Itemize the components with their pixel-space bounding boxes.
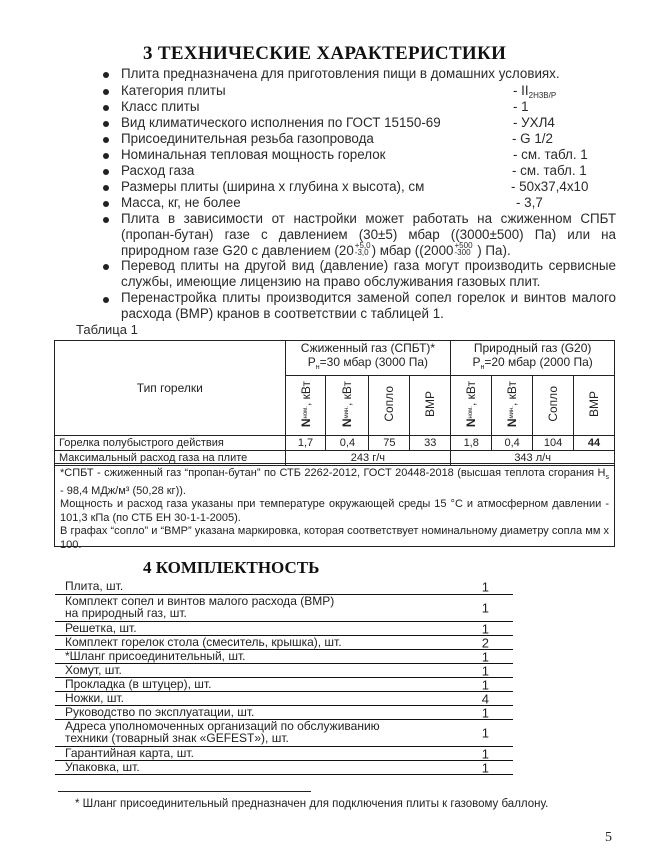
item-label: Ножки, шт. bbox=[65, 691, 124, 705]
n-unit: , кВт bbox=[505, 380, 520, 406]
cell-value: 0,4 bbox=[492, 436, 533, 451]
spec-label-climate: Вид климатического исполнения по ГОСТ 15150-69 bbox=[121, 115, 441, 130]
item-label: Руководство по эксплуатации, шт. bbox=[65, 705, 255, 719]
header-ng-vmr bbox=[574, 376, 615, 436]
spec-label-class: Класс плиты bbox=[121, 99, 200, 114]
cell-value: 33 bbox=[410, 436, 451, 451]
section-4-title: 4 КОМПЛЕКТНОСТЬ bbox=[143, 558, 320, 577]
burner-label: Горелка полубыстрого действия bbox=[55, 436, 286, 451]
tolerance-mbar-down: -3,0 bbox=[354, 248, 369, 258]
list-item bbox=[55, 664, 513, 678]
gas-line-3-c: ) Па). bbox=[473, 243, 511, 258]
n-symbol: N bbox=[340, 418, 355, 428]
spec-label-mass: Масса, кг, не более bbox=[121, 195, 241, 210]
item-qty: 1 bbox=[481, 621, 489, 636]
item-label: Комплект сопел и винтов малого расхода (ВМР) bbox=[65, 594, 335, 608]
n-symbol: N bbox=[464, 418, 479, 428]
bullet-icon bbox=[103, 297, 109, 303]
spec-label-consumption: Расход газа bbox=[121, 163, 195, 178]
header-ng-group bbox=[451, 341, 615, 376]
spec-value-mass: - 3,7 bbox=[516, 195, 543, 210]
gas-paragraph bbox=[121, 211, 616, 260]
gas-line-3-a: природном газе G20 с давлением (20 bbox=[121, 243, 354, 258]
spec-label-power: Номинальная тепловая мощность горелок bbox=[121, 147, 386, 162]
header-ng-nmin bbox=[492, 376, 533, 436]
list-item bbox=[55, 678, 513, 692]
cell-value: 0,4 bbox=[326, 436, 369, 451]
item-qty: 4 bbox=[481, 691, 489, 706]
item-qty: 1 bbox=[481, 725, 489, 741]
n-subscript: мин. bbox=[509, 405, 516, 419]
item-qty: 1 bbox=[481, 760, 489, 775]
spec-value-subscript: 2Н3В/Р bbox=[528, 91, 557, 100]
max-consumption-lpg: 243 г/ч bbox=[285, 451, 451, 466]
item-label: Гарантийная карта, шт. bbox=[65, 746, 194, 760]
tolerance-pa bbox=[455, 242, 473, 256]
cell-value: 1,8 bbox=[451, 436, 492, 451]
list-item bbox=[55, 761, 513, 775]
bullet-icon bbox=[103, 264, 109, 270]
cell-value: 1,7 bbox=[285, 436, 326, 451]
item-label: Хомут, шт. bbox=[65, 663, 122, 677]
spec-value-class: - 1 bbox=[513, 99, 529, 114]
list-item bbox=[55, 706, 513, 720]
gas-line-1: Плита в зависимости от настройки может работать на сжиженном СПБТ bbox=[121, 211, 616, 226]
n-symbol: N bbox=[505, 418, 520, 428]
cell-value: 104 bbox=[533, 436, 574, 451]
list-item bbox=[55, 580, 513, 595]
pressure-subscript: н bbox=[315, 364, 320, 371]
n-subscript: ном. bbox=[302, 405, 309, 419]
cell-value: 75 bbox=[369, 436, 410, 451]
bullet-icon bbox=[103, 121, 109, 127]
header-lpg-nozzle bbox=[369, 376, 410, 436]
spec-value-prefix: - II bbox=[513, 83, 529, 98]
header-ng-nnom bbox=[451, 376, 492, 436]
vmr-label: ВМР bbox=[587, 390, 601, 417]
tolerance-mbar bbox=[355, 242, 371, 256]
lpg-title: Сжиженный газ (СПБТ)* bbox=[300, 341, 436, 355]
list-item bbox=[55, 595, 513, 622]
note-conditions: Мощность и расход газа указаны при температуре окружающей среды 15 °С и атмосферном давлении - 101,3 кПа (по СТБ ЕН 30-1-1-2005). bbox=[60, 498, 609, 524]
table-1-caption: Таблица 1 bbox=[76, 322, 138, 337]
item-qty: 2 bbox=[481, 635, 489, 650]
vmr-label: ВМР bbox=[423, 390, 438, 417]
item-label: *Шланг присоединительный, шт. bbox=[65, 649, 246, 663]
note-lpg-sub: s bbox=[605, 474, 609, 481]
note-lpg bbox=[60, 467, 609, 498]
section-3-title: 3 ТЕХНИЧЕСКИЕ ХАРАКТЕРИСТИКИ bbox=[143, 43, 507, 64]
bullet-icon bbox=[103, 105, 109, 111]
list-item bbox=[55, 747, 513, 761]
table-notes bbox=[54, 463, 615, 551]
pressure-value: =30 мбар (3000 Па) bbox=[319, 355, 429, 369]
note-marking: В графах “сопло” и “ВМР” указана маркировка, которая соответствует номинальному диаметру сопла мм х 100. bbox=[60, 525, 609, 551]
header-burner-type: Тип горелки bbox=[55, 341, 286, 436]
bullet-icon bbox=[103, 153, 109, 159]
table-row bbox=[55, 436, 615, 451]
list-item bbox=[55, 636, 513, 650]
footnote-divider bbox=[58, 791, 311, 792]
spec-label-category: Категория плиты bbox=[121, 83, 226, 98]
burner-specs-table bbox=[54, 340, 615, 466]
bullet-icon bbox=[103, 201, 109, 207]
item-label: Адреса уполномоченных организаций по обслуживанию bbox=[65, 719, 380, 733]
item-qty: 1 bbox=[481, 600, 489, 616]
pressure-symbol: P bbox=[307, 355, 316, 369]
cell-value: 44 bbox=[574, 436, 615, 451]
bullet-icon bbox=[103, 169, 109, 175]
spec-value-dimensions: - 50х37,4х10 bbox=[511, 179, 589, 194]
item-label-2: на природный газ, шт. bbox=[65, 606, 187, 620]
ng-title: Природный газ (G20) bbox=[473, 341, 592, 355]
spec-value-consumption: - см. табл. 1 bbox=[512, 163, 587, 178]
tolerance-pa-up: +500 bbox=[454, 241, 473, 251]
bullet-icon bbox=[103, 137, 109, 143]
item-qty: 1 bbox=[481, 663, 489, 678]
list-item bbox=[55, 622, 513, 636]
item-label: Решетка, шт. bbox=[65, 621, 137, 635]
kit-list bbox=[55, 580, 513, 775]
header-lpg-nnom bbox=[285, 376, 326, 436]
header-lpg-vmr bbox=[410, 376, 451, 436]
pressure-subscript: н bbox=[480, 364, 485, 371]
n-unit: , кВт bbox=[340, 380, 355, 406]
nozzle-label: Сопло bbox=[382, 386, 397, 422]
item-qty: 1 bbox=[481, 579, 489, 595]
n-subscript: ном. bbox=[468, 405, 475, 419]
item-label: Комплект горелок стола (смеситель, крышка), шт. bbox=[65, 635, 342, 649]
readjust-paragraph: Перенастройка плиты производится заменой сопел горелок и винтов малого расхода (ВМР) кранов в соответствии с таблицей 1. bbox=[121, 290, 616, 321]
nozzle-label: Сопло bbox=[546, 386, 561, 422]
header-lpg-nmin bbox=[326, 376, 369, 436]
gas-line-2: (пропан-бутан) газе с давлением (30±5) мбар ((3000±500) Па) или на bbox=[121, 227, 616, 242]
header-lpg-group bbox=[285, 341, 451, 376]
header-ng-nozzle bbox=[533, 376, 574, 436]
convert-paragraph: Перевод плиты на другой вид (давление) газа могут производить сервисные службы, имеющие лицензию на право обслуживания газовых плит. bbox=[121, 258, 616, 289]
bullet-icon bbox=[103, 217, 109, 223]
spec-label-dimensions: Размеры плиты (ширина х глубина х высота), см bbox=[121, 179, 425, 194]
ng-pressure bbox=[451, 355, 614, 375]
item-qty: 1 bbox=[481, 677, 489, 692]
page-number: 5 bbox=[605, 830, 612, 845]
n-unit: , кВт bbox=[464, 380, 479, 406]
n-unit: , кВт bbox=[298, 380, 313, 406]
pressure-symbol: P bbox=[472, 355, 481, 369]
spec-value-climate: - УХЛ4 bbox=[513, 115, 555, 130]
bullet-icon bbox=[103, 89, 109, 95]
list-item bbox=[55, 692, 513, 706]
item-label: Плита, шт. bbox=[65, 579, 124, 593]
tolerance-mbar-up: +5,0 bbox=[354, 241, 371, 251]
item-label: Прокладка (в штуцер), шт. bbox=[65, 677, 212, 691]
tolerance-pa-down: -300 bbox=[454, 248, 471, 258]
note-lpg-b: - 98,4 МДж/м³ (50,28 кг)). bbox=[60, 484, 186, 497]
spec-value-thread: - G 1/2 bbox=[512, 131, 553, 146]
item-qty: 1 bbox=[481, 705, 489, 720]
spec-label-thread: Присоединительная резьба газопровода bbox=[121, 131, 374, 146]
list-item bbox=[55, 650, 513, 664]
item-label-2: техники (товарный знак «GEFEST»), шт. bbox=[65, 731, 289, 745]
lpg-pressure bbox=[286, 355, 451, 375]
intro-text: Плита предназначена для приготовления пищи в домашних условиях. bbox=[121, 66, 560, 81]
spec-value-power: - см. табл. 1 bbox=[513, 147, 588, 162]
max-consumption-label: Максимальный расход газа на плите bbox=[55, 451, 286, 466]
note-lpg-a: *СПБТ - сжиженный газ “пропан-бутан” по СТБ 2262-2012, ГОСТ 20448-2018 (высшая теплота сгорания H bbox=[60, 467, 606, 479]
gas-line-3-b: ) мбар ((2000 bbox=[371, 243, 454, 258]
pressure-value: =20 мбар (2000 Па) bbox=[484, 355, 593, 369]
item-label: Упаковка, шт. bbox=[65, 760, 140, 774]
n-symbol: N bbox=[298, 418, 313, 428]
footnote: * Шланг присоединительный предназначен для подключения плиты к газовому баллону. bbox=[75, 798, 549, 810]
item-qty: 1 bbox=[481, 746, 489, 761]
item-qty: 1 bbox=[481, 649, 489, 664]
list-item bbox=[55, 720, 513, 747]
bullet-icon bbox=[103, 185, 109, 191]
bullet-icon bbox=[103, 72, 109, 78]
max-consumption-ng: 343 л/ч bbox=[451, 451, 615, 466]
n-subscript: мин. bbox=[344, 405, 351, 419]
